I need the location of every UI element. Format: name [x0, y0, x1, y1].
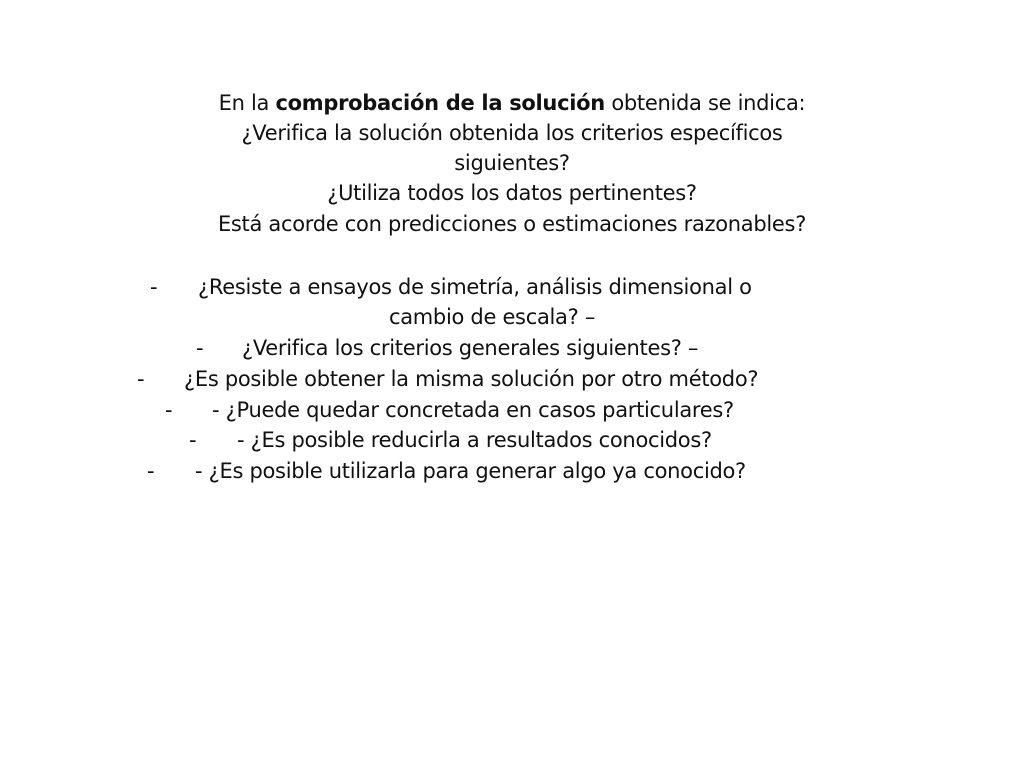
- intro-bold-term: comprobación de la solución: [275, 91, 605, 115]
- bullet-continuation: cambio de escala? –: [388, 305, 596, 329]
- intro-line: [0, 88, 1024, 118]
- bullet-dash: -: [137, 367, 145, 391]
- intro-prefix: En la: [218, 91, 270, 115]
- bullet-dash: -: [196, 336, 204, 360]
- bullet-dash: -: [165, 398, 173, 422]
- intro-suffix: obtenida se indica:: [611, 91, 806, 115]
- question-line: Está acorde con predicciones o estimaciones razonables?: [217, 212, 807, 236]
- question-line: ¿Utiliza todos los datos pertinentes?: [327, 181, 697, 205]
- bullet-text: - ¿Puede quedar concretada en casos particulares?: [212, 398, 734, 422]
- question-line-continuation: siguientes?: [454, 151, 570, 175]
- bullet-dash: -: [189, 428, 197, 452]
- question-line: ¿Verifica la solución obtenida los criterios específicos: [241, 121, 783, 145]
- bullet-dash: -: [147, 459, 155, 483]
- bullet-text: ¿Resiste a ensayos de simetría, análisis dimensional o: [198, 275, 752, 299]
- bullet-dash: -: [150, 275, 158, 299]
- bullet-text: ¿Verifica los criterios generales siguientes? –: [242, 336, 699, 360]
- bullet-text: ¿Es posible obtener la misma solución por otro método?: [184, 367, 759, 391]
- bullet-text: - ¿Es posible reducirla a resultados conocidos?: [237, 428, 712, 452]
- bullet-text: - ¿Es posible utilizarla para generar algo ya conocido?: [195, 459, 746, 483]
